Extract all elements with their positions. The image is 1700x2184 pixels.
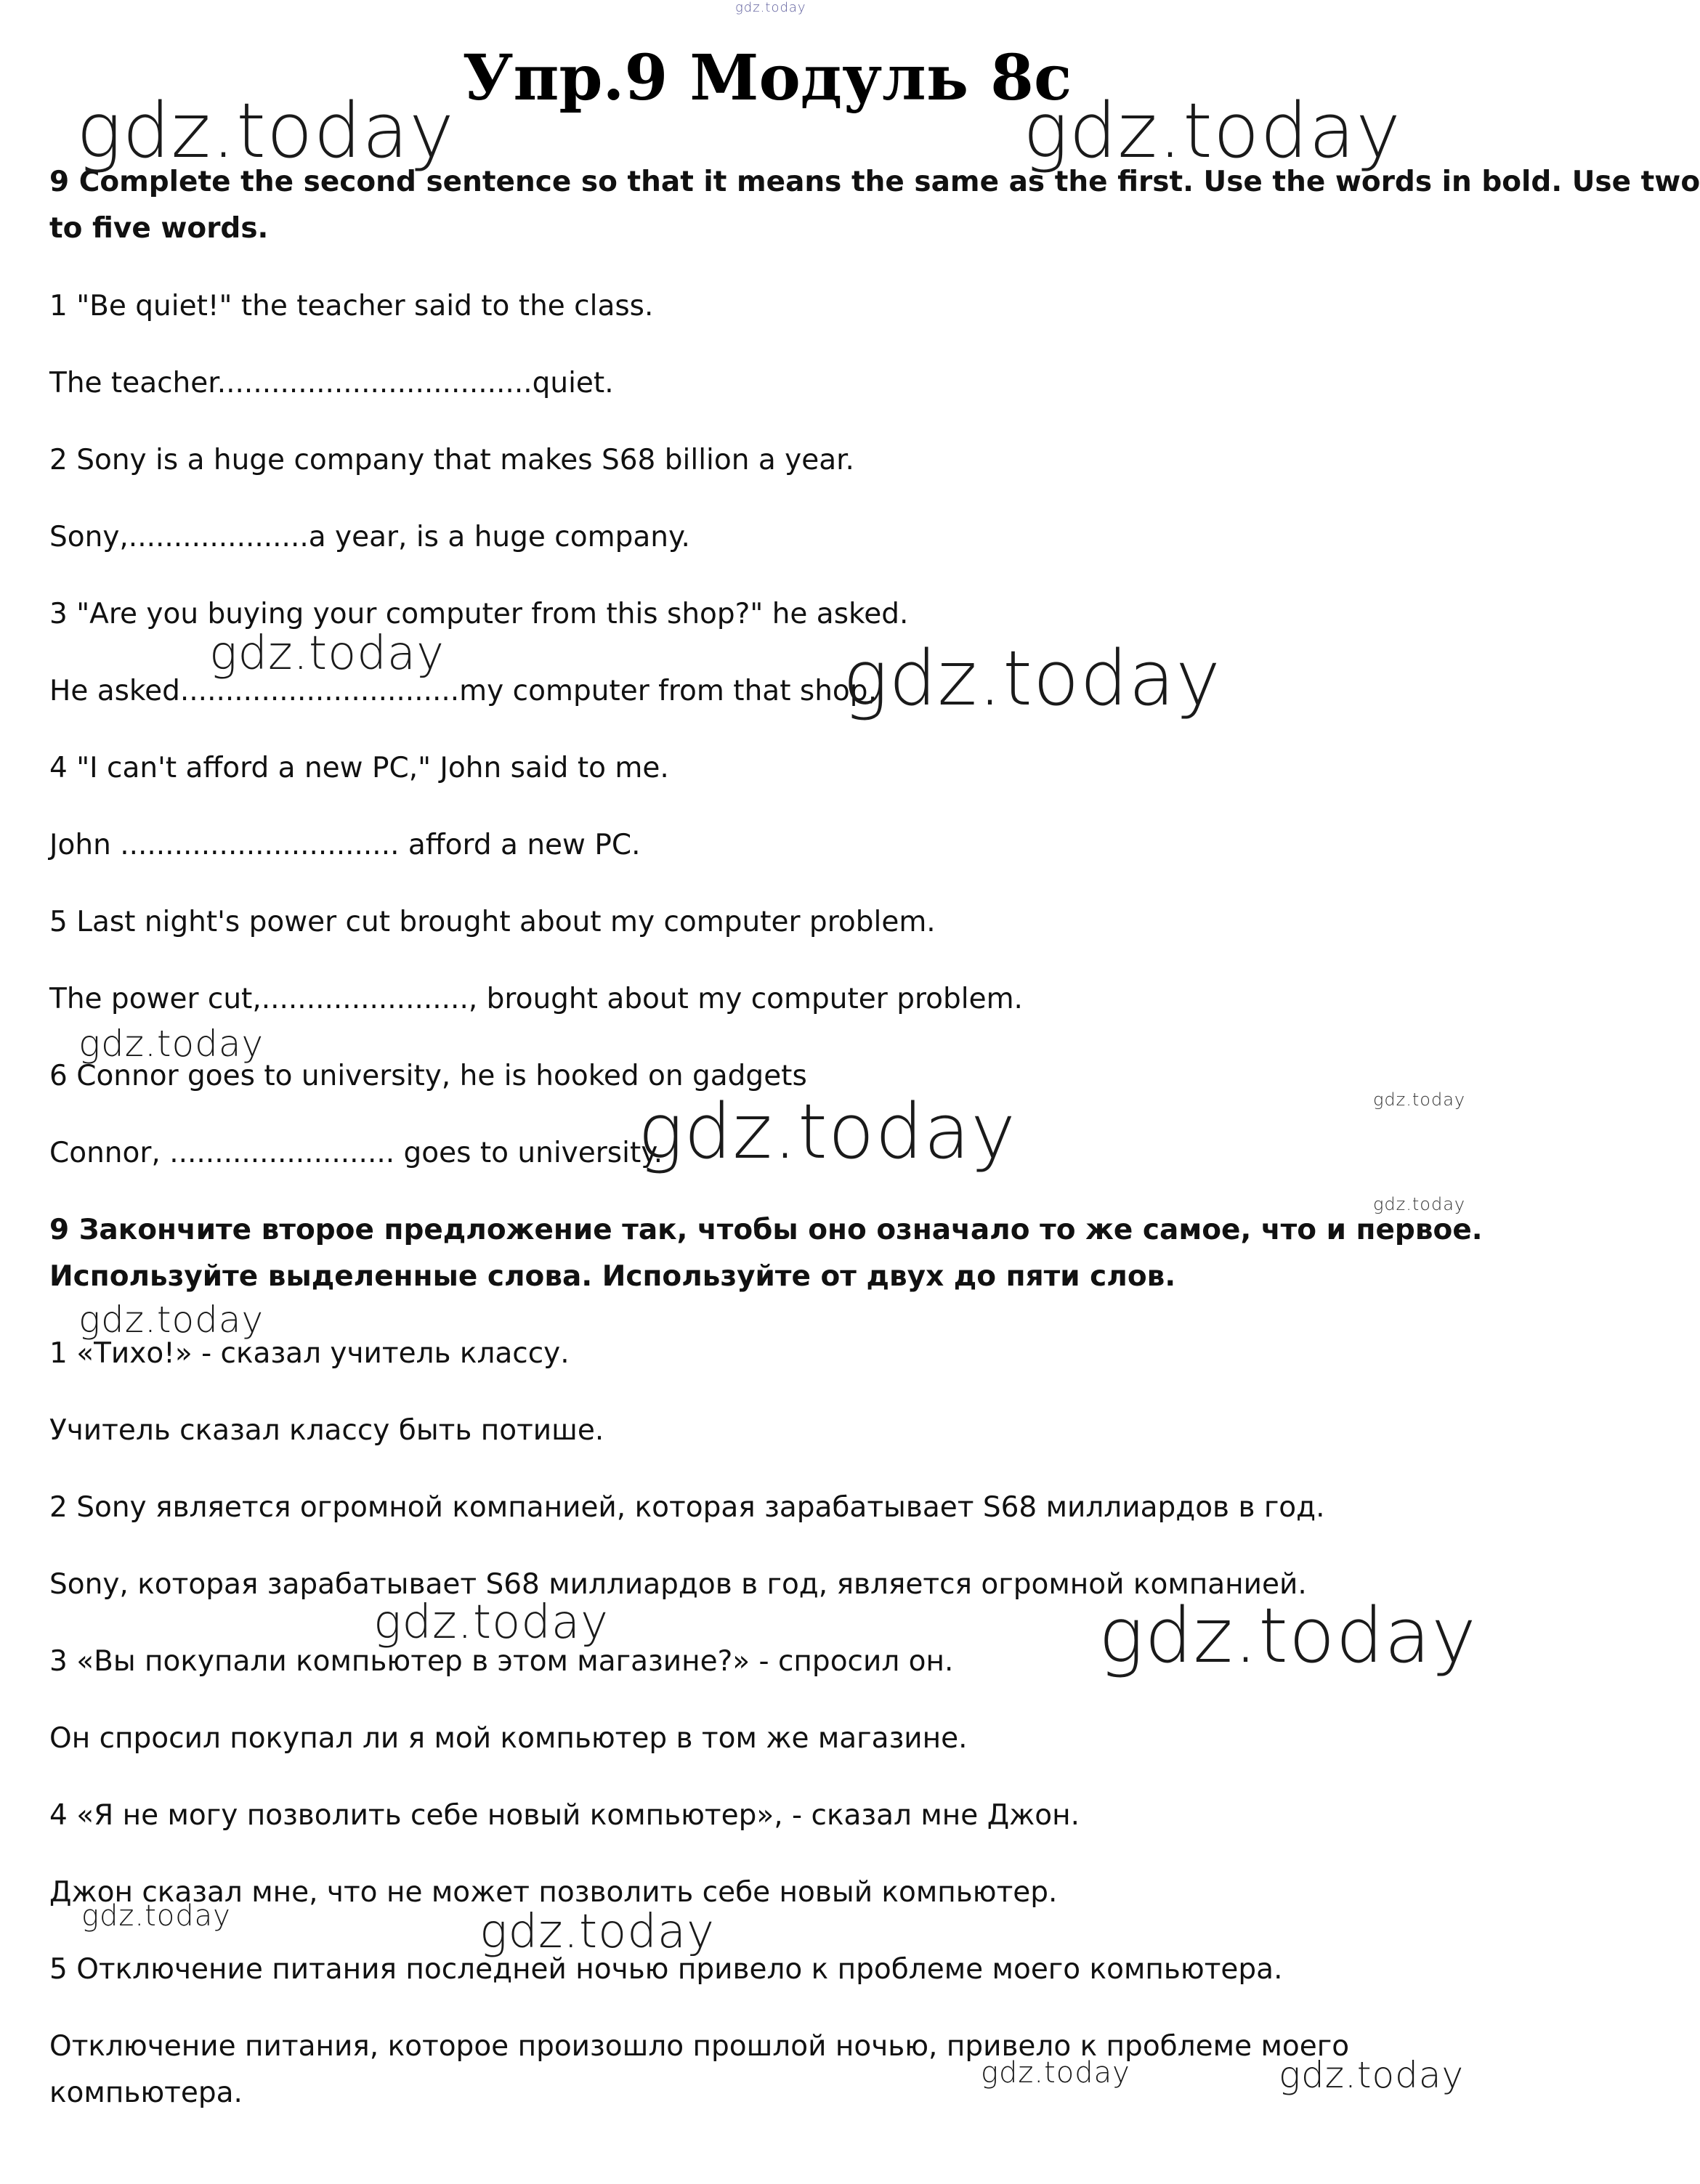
english-line: 3 "Are you buying your computer from this shop?" he asked. [49, 598, 909, 630]
english-line: He asked...............................my computer from that shop, [49, 675, 877, 707]
russian-line: Отключение питания, которое произошло прошлой ночью, привело к проблеме моего [49, 2030, 1350, 2063]
russian-line: Он спросил покупал ли я мой компьютер в том же магазине. [49, 1722, 968, 1755]
russian-line: Sony, которая зарабатывает S68 миллиардов в год, является огромной компанией. [49, 1568, 1307, 1601]
watermark: gdz.today [81, 1899, 231, 1933]
watermark: gdz.today [209, 627, 445, 681]
english-line: John ............................... afford a new PC. [49, 829, 641, 861]
english-line: The teacher...................................quiet. [49, 367, 614, 399]
watermark: gdz.today [1098, 1591, 1477, 1680]
watermark: gdz.today [1023, 86, 1401, 175]
english-line: 6 Connor goes to university, he is hooked on gadgets [49, 1060, 807, 1092]
watermark: gdz.today [981, 2056, 1130, 2090]
watermark: gdz.today [1373, 1089, 1466, 1110]
russian-line: Учитель сказал классу быть потише. [49, 1414, 604, 1447]
watermark: gdz.today [479, 1905, 715, 1959]
page-title: Упр.9 Модуль 8с [462, 41, 1072, 115]
russian-line: 5 Отключение питания последней ночью привело к проблеме моего компьютера. [49, 1953, 1283, 1986]
english-instruction-line1: 9 Complete the second sentence so that it means the same as the first. Use the words in bold. Use two [49, 166, 1700, 198]
english-line: 2 Sony is a huge company that makes S68 billion a year. [49, 444, 854, 476]
russian-line: 1 «Тихо!» - сказал учитель классу. [49, 1337, 570, 1370]
russian-line: компьютера. [49, 2077, 243, 2109]
watermark: gdz.today [843, 634, 1221, 723]
english-line: The power cut,......................., brought about my computer problem. [49, 983, 1023, 1015]
russian-instruction-line2: Используйте выделенные слова. Используйте от двух до пяти слов. [49, 1260, 1176, 1293]
watermark: gdz.today [373, 1596, 609, 1649]
watermark: gdz.today [638, 1087, 1016, 1176]
russian-line: 2 Sony является огромной компанией, которая зарабатывает S68 миллиардов в год. [49, 1491, 1325, 1524]
english-line: 4 "I can't afford a new PC," John said to me. [49, 752, 669, 784]
english-line: 1 "Be quiet!" the teacher said to the class. [49, 290, 654, 322]
watermark: gdz.today [1373, 1194, 1466, 1214]
russian-instruction-line1: 9 Закончите второе предложение так, чтобы оно означало то же самое, что и первое. [49, 1214, 1483, 1246]
watermark: gdz.today [1279, 2054, 1465, 2096]
watermark-top-tiny: gdz.today [735, 0, 806, 15]
russian-line: 4 «Я не могу позволить себе новый компьютер», - сказал мне Джон. [49, 1799, 1080, 1832]
watermark: gdz.today [76, 86, 455, 175]
watermark: gdz.today [78, 1023, 264, 1065]
russian-line: Джон сказал мне, что не может позволить себе новый компьютер. [49, 1876, 1058, 1909]
russian-line: 3 «Вы покупали компьютер в этом магазине?» - спросил он. [49, 1645, 954, 1678]
watermark: gdz.today [78, 1299, 264, 1341]
english-line: Connor, ......................... goes to university. [49, 1137, 663, 1169]
english-line: Sony,....................a year, is a huge company. [49, 521, 690, 553]
english-line: 5 Last night's power cut brought about my computer problem. [49, 906, 936, 938]
english-instruction-line2: to five words. [49, 212, 269, 245]
